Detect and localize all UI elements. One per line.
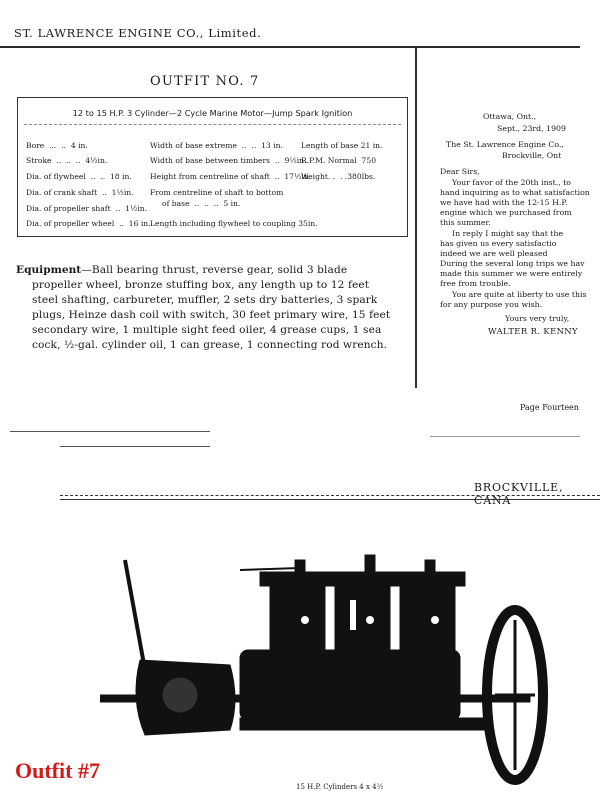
spec-bore: Bore ... .. 4 in. (26, 141, 88, 150)
letter-line: Your favor of the 20th inst., to (452, 178, 572, 187)
spec-crankshaft: Dia. of crank shaft .. 1½in. (26, 188, 134, 197)
letter-line: has given us every satisfactio (440, 239, 557, 248)
letter-addressee-city: Brockville, Ont (502, 151, 562, 160)
spec-flywheel: Dia. of flywheel .. .. 18 in. (26, 172, 132, 181)
column-divider (415, 48, 417, 388)
letter-line: indeed we are well pleased (440, 249, 548, 258)
spec-centreline-base-1: From centreline of shaft to bottom (150, 188, 284, 197)
spec-heading: 12 to 15 H.P. 3 Cylinder—2 Cycle Marine Motor—Jump Spark Ignition (72, 108, 353, 118)
header-rule-2 (60, 495, 600, 500)
spec-table (17, 97, 408, 237)
scan-line (60, 446, 210, 447)
outfit-label: Outfit #7 (15, 758, 100, 783)
letter-line: In reply I might say that the (452, 229, 564, 238)
spec-height-shaft: Height from centreline of shaft .. 17½in. (150, 172, 312, 181)
letter-addressee: The St. Lawrence Engine Co., (446, 140, 564, 149)
letter-place: Ottawa, Ont., (483, 112, 537, 121)
letter-line: free from trouble. (440, 279, 511, 288)
letter-line: hand inquiring as to what satisfaction (440, 188, 590, 197)
spec-length-flywheel: Length including flywheel to coupling 35in. (150, 219, 318, 228)
letter-line: made this summer we were entirely (440, 269, 583, 278)
spec-length-base: Length of base 21 in. (301, 141, 383, 150)
spec-rpm: R.P.M. Normal 750 (301, 156, 377, 165)
company-header: ST. LAWRENCE ENGINE CO., Limited. (14, 26, 262, 40)
letter-line: we have had with the 12-15 H.P. (440, 198, 568, 207)
engine-illustration (100, 540, 570, 790)
spec-width-timbers: Width of base between timbers .. 9½in. (150, 156, 307, 165)
spec-propshaft: Dia. of propeller shaft .. 1½in. (26, 204, 148, 213)
page-number: Page Fourteen (520, 403, 579, 412)
engine-caption: 15 H.P. Cylinders 4 x 4½ (296, 783, 384, 791)
page-header-city: BROCKVILLE, CANA (474, 481, 564, 507)
letter-line: During the several long trips we hav (440, 259, 585, 268)
spec-weight: Weight. . . .380lbs. (301, 172, 376, 181)
letter-date: Sept., 23rd, 1909 (497, 124, 566, 133)
spec-width-extreme: Width of base extreme .. .. 13 in. (150, 141, 283, 150)
outfit-title: OUTFIT NO. 7 (150, 74, 260, 89)
spec-divider (24, 124, 401, 125)
letter-signature: WALTER R. KENNY (488, 326, 578, 336)
letter-line: for any purpose you wish. (440, 300, 543, 309)
letter-line: engine which we purchased from (440, 208, 572, 217)
letter-closing: Yours very truly, (505, 314, 570, 323)
scan-line (10, 431, 210, 432)
header-rule (0, 46, 580, 48)
spec-centreline-base-2: of base .. .. .. 5 in. (162, 199, 241, 208)
equipment-paragraph (16, 263, 398, 353)
letter-line: You are quite at liberty to use this (452, 290, 587, 299)
scan-line (430, 436, 580, 437)
letter-line: this summer. (440, 218, 491, 227)
letter-salutation: Dear Sirs, (440, 167, 480, 176)
spec-stroke: Stroke .. .. .. 4½in. (26, 156, 108, 165)
equipment-text: —Ball bearing thrust, reverse gear, solid 3 blade propeller wheel, bronze stuffing box, any length up to 12 feet steel shafting, carbureter, muffler, 2 sets dry batteries, 3 spark plugs, Heinze dash coil with switch, 30 feet primary wire, 15 feet secondary wire, 1 multiple sight feed oiler, 4 grease cups, 1 sea cock, ½-gal. cylinder oil, 1 can grease, 1 connecting rod wrench. (32, 264, 391, 351)
spec-propwheel: Dia. of propeller wheel .. 16 in. (26, 219, 151, 228)
equipment-lead: Equipment (16, 264, 82, 276)
